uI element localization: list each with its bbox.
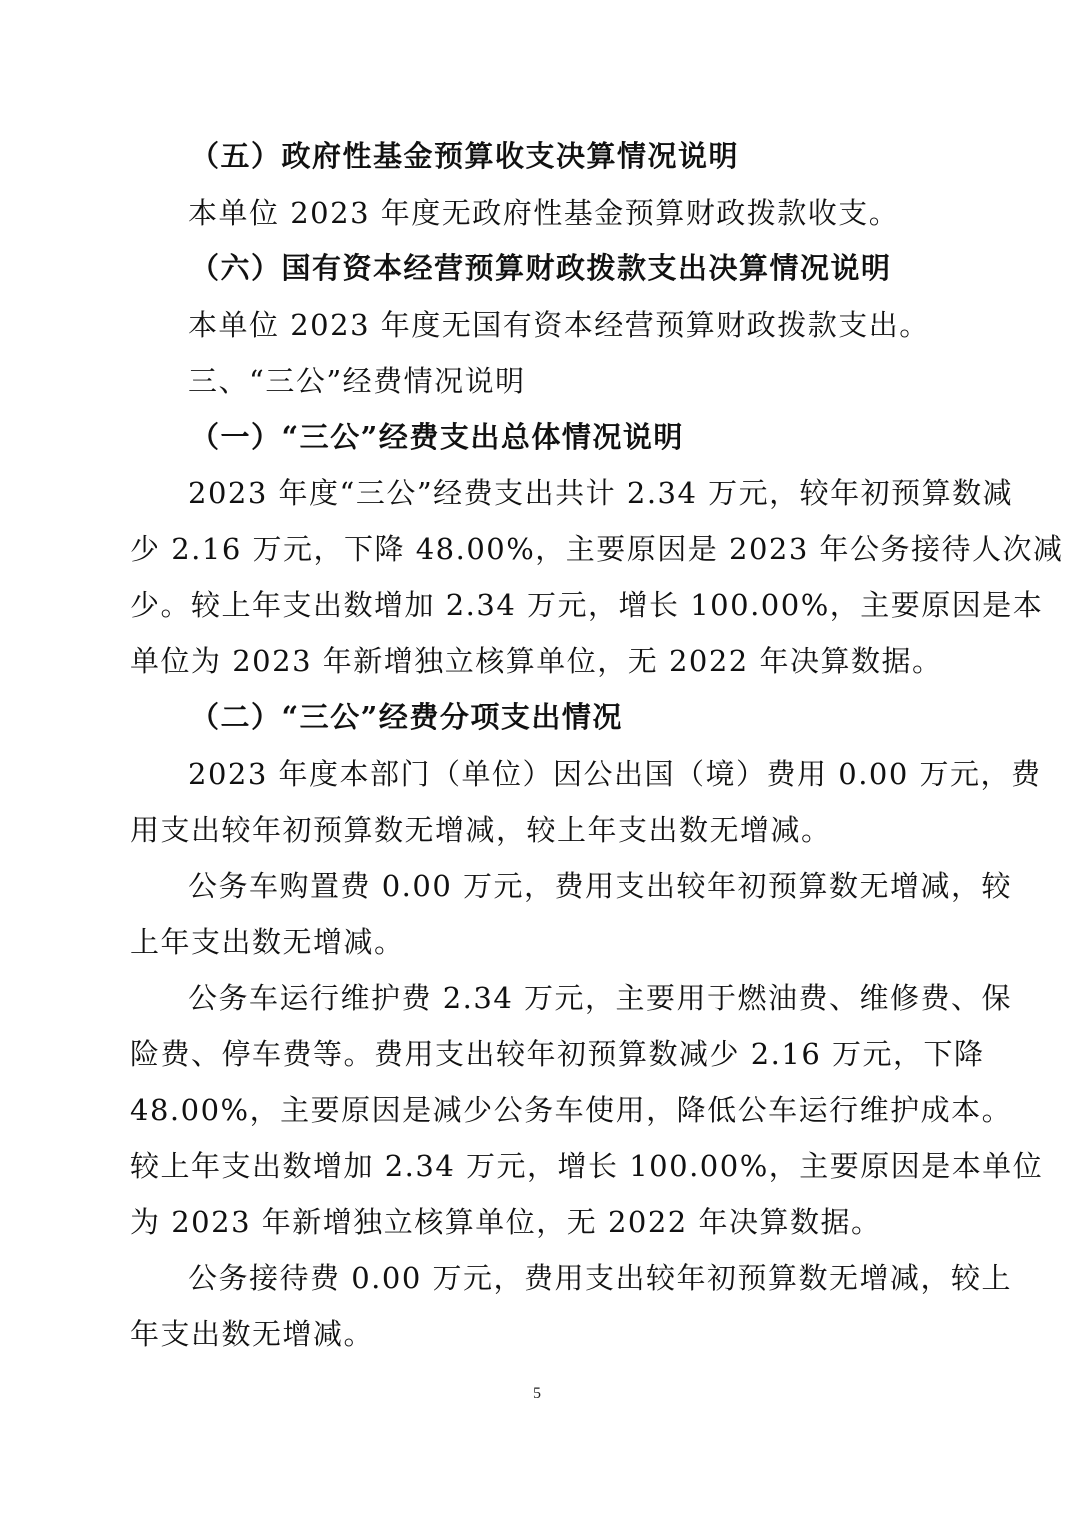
- paragraph-line: 本单位 2023 年度无国有资本经营预算财政拨款支出。: [188, 308, 930, 342]
- section-heading-1: （一）“三公”经费支出总体情况说明: [190, 420, 684, 454]
- paragraph-line: 48.00%，主要原因是减少公务车使用，降低公车运行维护成本。: [130, 1093, 1013, 1127]
- paragraph-line: 公务接待费 0.00 万元，费用支出较年初预算数无增减，较上: [188, 1261, 1013, 1295]
- paragraph-line: 公务车购置费 0.00 万元，费用支出较年初预算数无增减，较: [188, 869, 1013, 903]
- paragraph-line: 公务车运行维护费 2.34 万元，主要用于燃油费、维修费、保: [188, 981, 1013, 1015]
- paragraph-line: 为 2023 年新增独立核算单位，无 2022 年决算数据。: [130, 1205, 882, 1239]
- section-heading-2: （二）“三公”经费分项支出情况: [190, 700, 623, 734]
- section-heading-5: （五）政府性基金预算收支决算情况说明: [190, 139, 740, 173]
- paragraph-line: 较上年支出数增加 2.34 万元，增长 100.00%，主要原因是本单位: [130, 1149, 1044, 1183]
- paragraph-line: 少 2.16 万元，下降 48.00%，主要原因是 2023 年公务接待人次减: [130, 532, 1064, 566]
- paragraph-line: 本单位 2023 年度无政府性基金预算财政拨款收支。: [188, 196, 900, 230]
- paragraph-line: 险费、停车费等。费用支出较年初预算数减少 2.16 万元，下降: [130, 1037, 985, 1071]
- paragraph-line: 用支出较年初预算数无增减，较上年支出数无增减。: [130, 813, 832, 847]
- paragraph-line: 单位为 2023 年新增独立核算单位，无 2022 年决算数据。: [130, 644, 943, 678]
- paragraph-line: 2023 年度“三公”经费支出共计 2.34 万元，较年初预算数减: [188, 476, 1014, 510]
- chapter-heading-3: 三、“三公”经费情况说明: [188, 364, 526, 398]
- page-number: 5: [533, 1385, 541, 1402]
- paragraph-line: 少。较上年支出数增加 2.34 万元，增长 100.00%，主要原因是本: [130, 588, 1044, 622]
- paragraph-line: 上年支出数无增减。: [130, 925, 405, 959]
- paragraph-line: 年支出数无增减。: [130, 1317, 375, 1351]
- paragraph-line: 2023 年度本部门（单位）因公出国（境）费用 0.00 万元，费: [188, 757, 1042, 791]
- section-heading-6: （六）国有资本经营预算财政拨款支出决算情况说明: [190, 251, 892, 285]
